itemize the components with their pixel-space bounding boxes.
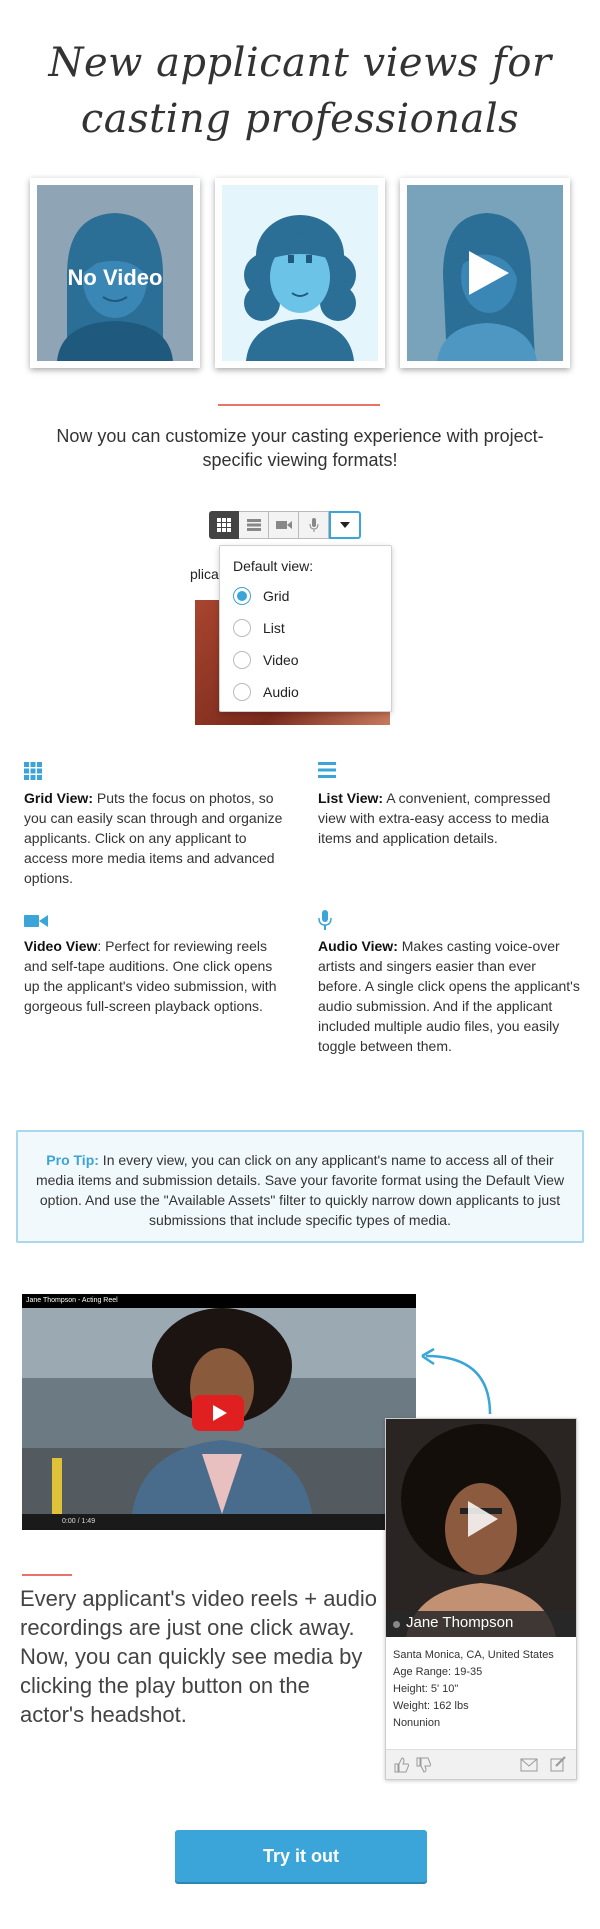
list-icon	[318, 762, 336, 778]
height: Height: 5' 10"	[393, 1683, 459, 1695]
radio-button[interactable]	[233, 619, 251, 637]
video-controls[interactable]	[22, 1514, 416, 1530]
list-icon	[247, 519, 261, 531]
grid-icon	[217, 518, 231, 532]
applicant-card-video	[400, 178, 570, 368]
no-video-label: No Video	[67, 265, 163, 290]
applicant-card-no-video	[30, 178, 200, 368]
feature-audio-view	[318, 936, 580, 1056]
woman-illustration	[407, 185, 563, 361]
curved-arrow-icon	[418, 1346, 498, 1416]
headshot-photo[interactable]	[386, 1419, 576, 1637]
section-divider	[22, 1574, 72, 1576]
video-title-bar: Jane Thompson - Acting Reel	[22, 1294, 416, 1308]
message-icon[interactable]	[520, 1758, 540, 1772]
pro-tip-label: Pro Tip:	[46, 1152, 99, 1168]
radio-button-selected[interactable]	[233, 587, 251, 605]
list-view-button[interactable]	[239, 511, 269, 539]
feature-body: : Perfect for reviewing reels and self-tape auditions. One click opens up the applicant's video submission, with gorgeous full-screen playback options.	[24, 938, 277, 1014]
default-view-label: Default view:	[233, 558, 314, 574]
feature-body: Makes casting voice-over artists and singers easier than ever before. A single click opens the applicant's audio submission. And if the applicant included multiple audio files, you easily toggle between them.	[318, 938, 580, 1054]
video-view-button[interactable]	[269, 511, 299, 539]
media-access-copy: Every applicant's video reels + audio recordings are just one click away. Now, you can quickly see media by clicking the play button on the actor's headshot.	[20, 1586, 378, 1727]
microphone-icon	[318, 910, 332, 930]
video-camera-icon	[276, 520, 292, 530]
age-range: Age Range: 19-35	[393, 1666, 483, 1678]
pro-tip-body: In every view, you can click on any applicant's name to access all of their media items and submission details. Save your favorite format using the Default View option. And use the "Available Assets" filter to quickly narrow down applicants to just submissions that include specific types of media.	[35, 1152, 565, 1228]
intro-text: Now you can customize your casting experience with project-specific viewing formats!	[56, 426, 544, 470]
union-status: Nonunion	[393, 1717, 441, 1729]
applicant-profile-card[interactable]	[385, 1418, 577, 1780]
weight: Weight: 162 lbs	[393, 1700, 469, 1712]
play-icon[interactable]	[466, 1499, 500, 1539]
location: Santa Monica, CA, United States	[393, 1649, 554, 1661]
applicant-details	[393, 1647, 554, 1732]
profile-actions	[386, 1749, 576, 1779]
title-line-2: casting professionals	[80, 96, 520, 142]
grid-view-button[interactable]	[209, 511, 239, 539]
feature-body: Puts the focus on photos, so you can easily scan through and organize applicants. Click on any applicant to access more media items and advanced options.	[24, 790, 283, 886]
feature-body: A convenient, compressed view with extra-easy access to media items and application details.	[318, 790, 551, 846]
option-list[interactable]: List	[233, 618, 285, 638]
option-audio[interactable]: Audio	[233, 682, 299, 702]
feature-list-view	[318, 788, 580, 848]
option-grid[interactable]: Grid	[233, 586, 289, 606]
feature-title: Video View	[24, 938, 98, 954]
video-player[interactable]	[22, 1294, 416, 1530]
radio-button[interactable]	[233, 651, 251, 669]
audio-view-button[interactable]	[299, 511, 329, 539]
default-view-menu	[219, 545, 392, 712]
microphone-icon	[309, 518, 319, 532]
radio-button[interactable]	[233, 683, 251, 701]
video-camera-icon	[24, 914, 48, 928]
feature-title: Grid View:	[24, 790, 93, 806]
pro-tip-box	[16, 1130, 584, 1243]
applicant-peek-text: plica	[190, 566, 219, 582]
applicant-name[interactable]: Jane Thompson	[386, 1611, 576, 1637]
default-view-dropdown-toggle[interactable]	[329, 511, 361, 539]
try-it-out-button[interactable]: Try it out	[175, 1830, 427, 1882]
edit-icon[interactable]	[550, 1756, 566, 1772]
feature-title: Audio View:	[318, 938, 398, 954]
video-time: 0:00 / 1:49	[62, 1518, 96, 1525]
section-divider	[218, 404, 380, 406]
feature-video-view	[24, 936, 286, 1016]
youtube-play-button[interactable]	[192, 1395, 244, 1431]
grid-icon	[24, 762, 42, 780]
page-title	[0, 35, 600, 147]
applicant-card-photo	[215, 178, 385, 368]
thumbs-up-icon[interactable]	[394, 1757, 410, 1773]
caret-down-icon	[340, 522, 350, 528]
feature-grid-view	[24, 788, 286, 888]
thumbs-down-icon[interactable]	[416, 1757, 432, 1773]
feature-title: List View:	[318, 790, 384, 806]
title-line-1: New applicant views for	[48, 40, 552, 86]
woman-illustration	[222, 185, 378, 361]
option-video[interactable]: Video	[233, 650, 299, 670]
view-toolbar	[209, 511, 361, 539]
